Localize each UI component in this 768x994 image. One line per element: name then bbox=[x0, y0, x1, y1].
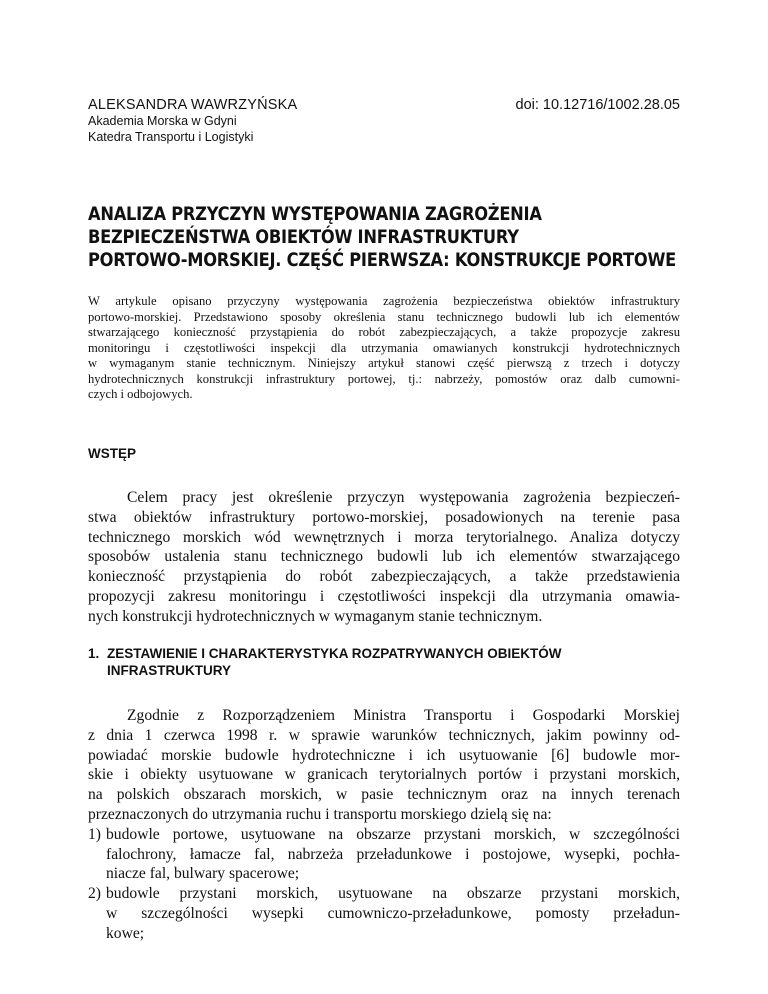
paragraph-line: sposobów ustalenia stanu technicznego budowli lub ich elementów stwarzającego bbox=[88, 548, 680, 566]
section-number: 1. bbox=[88, 646, 100, 661]
paragraph-line: na polskich obszarach morskich, w pasie technicznym oraz na innych terenach bbox=[88, 786, 680, 804]
list-item bbox=[88, 884, 680, 943]
abstract-line: W artykule opisano przyczyny występowania zagrożenia bezpieczeństwa obiektów infrastruktury bbox=[88, 294, 680, 308]
list-item-number: 2) bbox=[88, 885, 101, 903]
affiliation-university: Akademia Morska w Gdyni bbox=[88, 114, 237, 128]
paragraph-line: z dnia 1 czerwca 1998 r. w sprawie warunków technicznych, jakim powinny od- bbox=[88, 726, 680, 744]
title-line: BEZPIECZEŃSTWA OBIEKTÓW INFRASTRUKTURY bbox=[88, 227, 519, 248]
section-heading-line: INFRASTRUKTURY bbox=[107, 663, 231, 678]
abstract bbox=[88, 294, 680, 403]
paragraph-line: skie i obiekty usytuowane w granicach terytorialnych portów i przystani morskich, bbox=[88, 766, 680, 784]
list-item-line: budowle portowe, usytuowane na obszarze przystani morskich, w szczególności bbox=[106, 825, 680, 843]
paragraph-line: technicznego morskich wód wewnętrznych i morza terytorialnego. Analiza dotyczy bbox=[88, 528, 680, 546]
article-title bbox=[88, 203, 677, 272]
section-heading-line: ZESTAWIENIE I CHARAKTERYSTYKA ROZPATRYWANYCH OBIEKTÓW bbox=[107, 646, 562, 661]
list-item-line: budowle przystani morskich, usytuowane na obszarze przystani morskich, bbox=[106, 885, 680, 903]
paragraph-line: propozycji zakresu monitoringu i częstotliwości inspekcji dla utrzymania omawia- bbox=[88, 587, 680, 605]
list-item bbox=[88, 825, 680, 884]
abstract-line: hydrotechnicznych konstrukcji infrastruktury portowej, tj.: nabrzeży, pomostów oraz dalb cumowni- bbox=[88, 371, 680, 386]
paragraph-line: Zgodnie z Rozporządzeniem Ministra Transportu i Gospodarki Morskiej bbox=[127, 707, 680, 724]
abstract-line: w wymaganym stanie technicznym. Niniejszy artykuł stanowi część pierwszą z trzech i dotyczy bbox=[88, 356, 680, 370]
paragraph-line: stwa obiektów infrastruktury portowo-morskiej, posadowionych na terenie pasa bbox=[88, 508, 680, 526]
doi-identifier: doi: 10.12716/1002.28.05 bbox=[515, 97, 680, 113]
abstract-line: portowo-morskiej. Przedstawiono sposoby określenia stanu technicznego budowli lub ich elementów bbox=[88, 309, 680, 324]
paragraph-line: przeznaczonych do utrzymania ruchu i transportu morskiego dzielą się na: bbox=[88, 805, 552, 823]
section-1-heading bbox=[88, 645, 680, 679]
section-1-body bbox=[88, 706, 680, 944]
paragraph-line: powiadać morskie budowle hydrotechniczne i ich usytuowanie [6] budowle mor- bbox=[88, 746, 680, 764]
article-header bbox=[88, 96, 680, 145]
list-item-line: w szczególności wysepki cumowniczo-przeładunkowe, pomosty przeładun- bbox=[106, 904, 680, 922]
intro-heading: WSTĘP bbox=[88, 446, 137, 461]
abstract-line: czych i odbojowych. bbox=[88, 387, 193, 401]
affiliation-department: Katedra Transportu i Logistyki bbox=[88, 129, 254, 144]
list-item-number: 1) bbox=[88, 825, 101, 843]
list-item-line: kowe; bbox=[106, 924, 145, 942]
list-item-line: niacze fal, bulwary spacerowe; bbox=[106, 865, 300, 883]
intro-paragraph bbox=[88, 488, 680, 627]
title-line: PORTOWO-MORSKIEJ. CZĘŚĆ PIERWSZA: KONSTRUKCJE PORTOWE bbox=[88, 250, 677, 271]
title-line: ANALIZA PRZYCZYN WYSTĘPOWANIA ZAGROŻENIA bbox=[88, 204, 542, 225]
abstract-line: monitoringu i częstotliwości inspekcji dla utrzymania omawianych konstrukcji hydrotechnicznych bbox=[88, 340, 680, 355]
list-item-line: falochrony, łamacze fal, nabrzeża przeładunkowe i postojowe, wysepki, pochła- bbox=[106, 845, 680, 863]
abstract-line: stwarzającego konieczność przystąpienia do robót zabezpieczających, a także propozycje zakresu bbox=[88, 325, 680, 339]
paragraph-line: Celem pracy jest określenie przyczyn występowania zagrożenia bezpieczeń- bbox=[127, 489, 680, 506]
author-name: ALEKSANDRA WAWRZYŃSKA bbox=[88, 97, 298, 113]
paragraph-line: konieczność przystąpienia do robót zabezpieczających, a także przedstawienia bbox=[88, 568, 680, 586]
paragraph-line: nych konstrukcji hydrotechnicznych w wymaganym stanie technicznym. bbox=[88, 607, 543, 625]
